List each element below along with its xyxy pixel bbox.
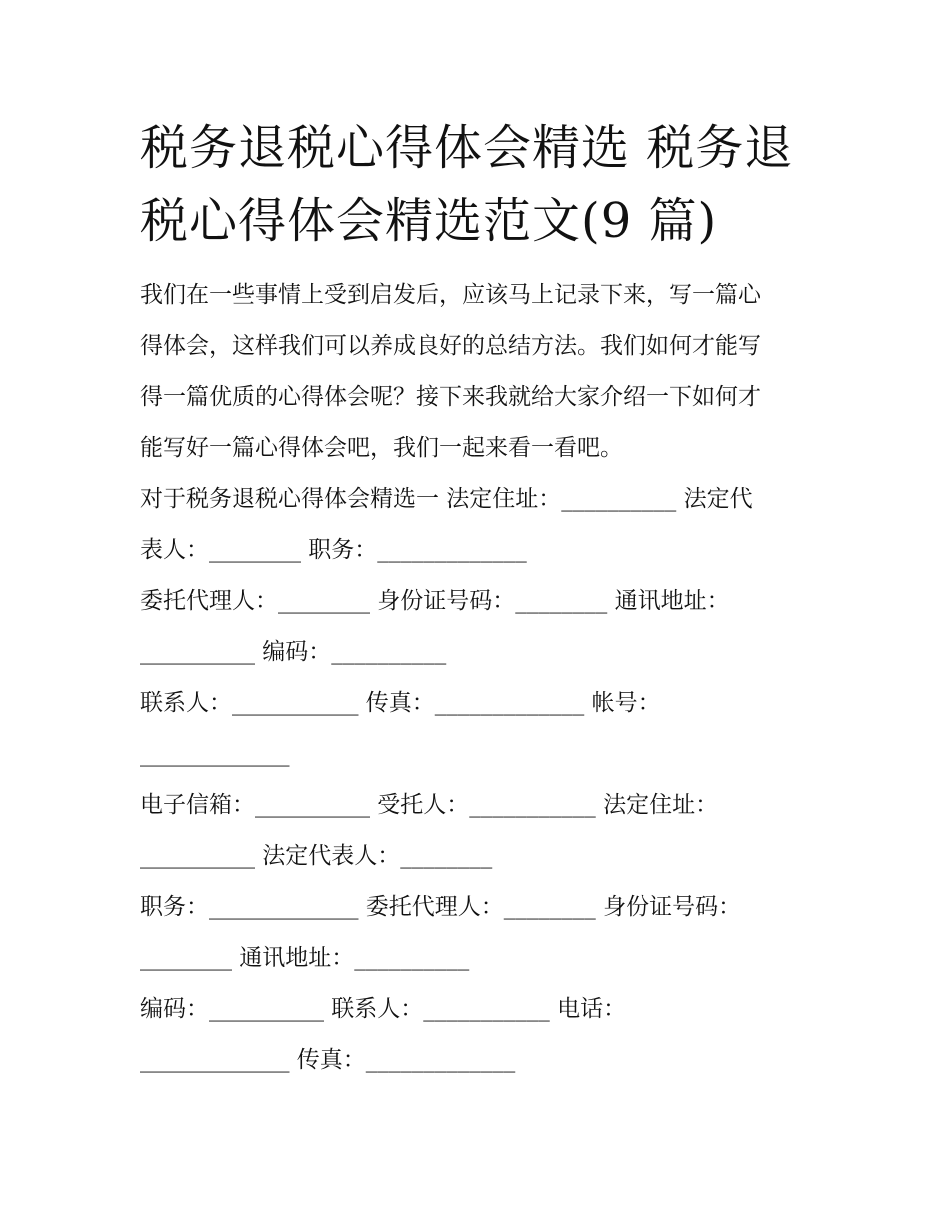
field-line: 对于税务退税心得体会精选一 法定住址：__________ 法定代	[140, 486, 753, 512]
field-line: 电子信箱：__________ 受托人：___________ 法定住址：	[140, 792, 719, 818]
intro-line: 我们在一些事情上受到启发后，应该马上记录下来，写一篇心	[140, 282, 761, 308]
field-line: __________ 编码：__________	[140, 639, 447, 665]
intro-line: 得一篇优质的心得体会呢？接下来我就给大家介绍一下如何才	[140, 384, 761, 410]
contract-fields	[140, 474, 820, 1086]
field-line: _____________	[140, 741, 290, 767]
field-line: 联系人：___________ 传真：_____________ 帐号：	[140, 690, 661, 716]
field-line: 编码：__________ 联系人：___________ 电话：	[140, 996, 627, 1022]
intro-paragraph	[140, 270, 820, 474]
field-line: __________ 法定代表人：________	[140, 843, 493, 869]
document-page	[140, 112, 820, 1086]
field-line: _____________ 传真：_____________	[140, 1047, 516, 1073]
document-title	[140, 112, 820, 258]
field-line: 委托代理人：________ 身份证号码：________ 通讯地址：	[140, 588, 730, 614]
field-line: 职务：_____________ 委托代理人：________ 身份证号码：	[140, 894, 742, 920]
title-line-2: 税心得体会精选范文(9 篇)	[140, 193, 718, 249]
title-line-1: 税务退税心得体会精选 税务退	[140, 120, 794, 176]
field-line: 表人：________ 职务：_____________	[140, 537, 527, 563]
field-line: ________ 通讯地址：__________	[140, 945, 470, 971]
intro-line: 能写好一篇心得体会吧，我们一起来看一看吧。	[140, 435, 623, 461]
intro-line: 得体会，这样我们可以养成良好的总结方法。我们如何才能写	[140, 333, 761, 359]
